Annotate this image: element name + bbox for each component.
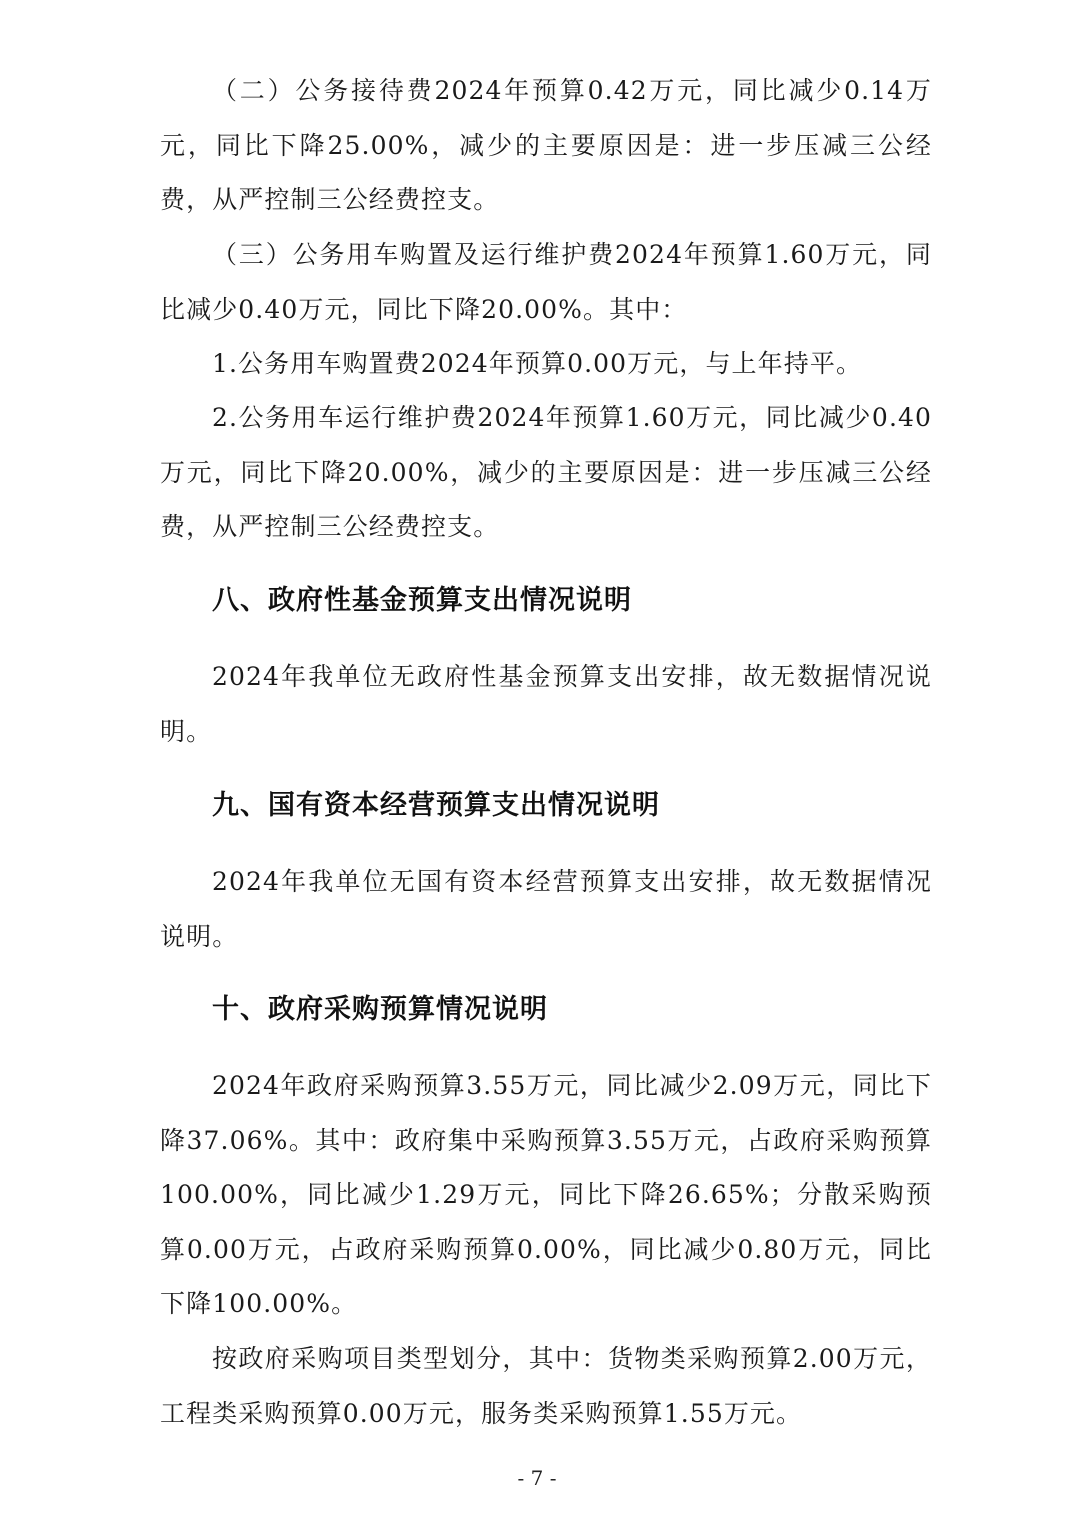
paragraph-vehicle-fee: （三）公务用车购置及运行维护费2024年预算1.60万元，同比减少0.40万元，同比下降20.00%。其中： [160,240,932,324]
paragraph-vehicle-purchase: 1.公务用车购置费2024年预算0.00万元，与上年持平。 [212,349,863,378]
paragraph-fund-budget: 2024年我单位无政府性基金预算支出安排，故无数据情况说明。 [160,662,932,746]
section-heading-8: 八、政府性基金预算支出情况说明 [212,585,632,616]
section-heading-9: 九、国有资本经营预算支出情况说明 [212,790,660,821]
paragraph-vehicle-maintenance: 2.公务用车运行维护费2024年预算1.60万元，同比减少0.40万元，同比下降20.00%，减少的主要原因是：进一步压减三公经费，从严控制三公经费控支。 [160,403,932,541]
paragraph-reception-fee: （二）公务接待费2024年预算0.42万元，同比减少0.14万元，同比下降25.00%，减少的主要原因是：进一步压减三公经费，从严控制三公经费控支。 [160,76,932,214]
page-number: - 7 - [517,1466,557,1490]
paragraph-procurement-budget: 2024年政府采购预算3.55万元，同比减少2.09万元，同比下降37.06%。其中：政府集中采购预算3.55万元，占政府采购预算100.00%，同比减少1.29万元，同比下降26.65%；分散采购预算0.00万元，占政府采购预算0.00%，同比减少0.80万元，同比下降100.00%。 [160,1071,932,1318]
paragraph-procurement-types: 按政府采购项目类型划分，其中：货物类采购预算2.00万元，工程类采购预算0.00万元，服务类采购预算1.55万元。 [160,1344,932,1428]
paragraph-state-capital: 2024年我单位无国有资本经营预算支出安排，故无数据情况说明。 [160,867,932,951]
section-heading-10: 十、政府采购预算情况说明 [212,994,548,1025]
